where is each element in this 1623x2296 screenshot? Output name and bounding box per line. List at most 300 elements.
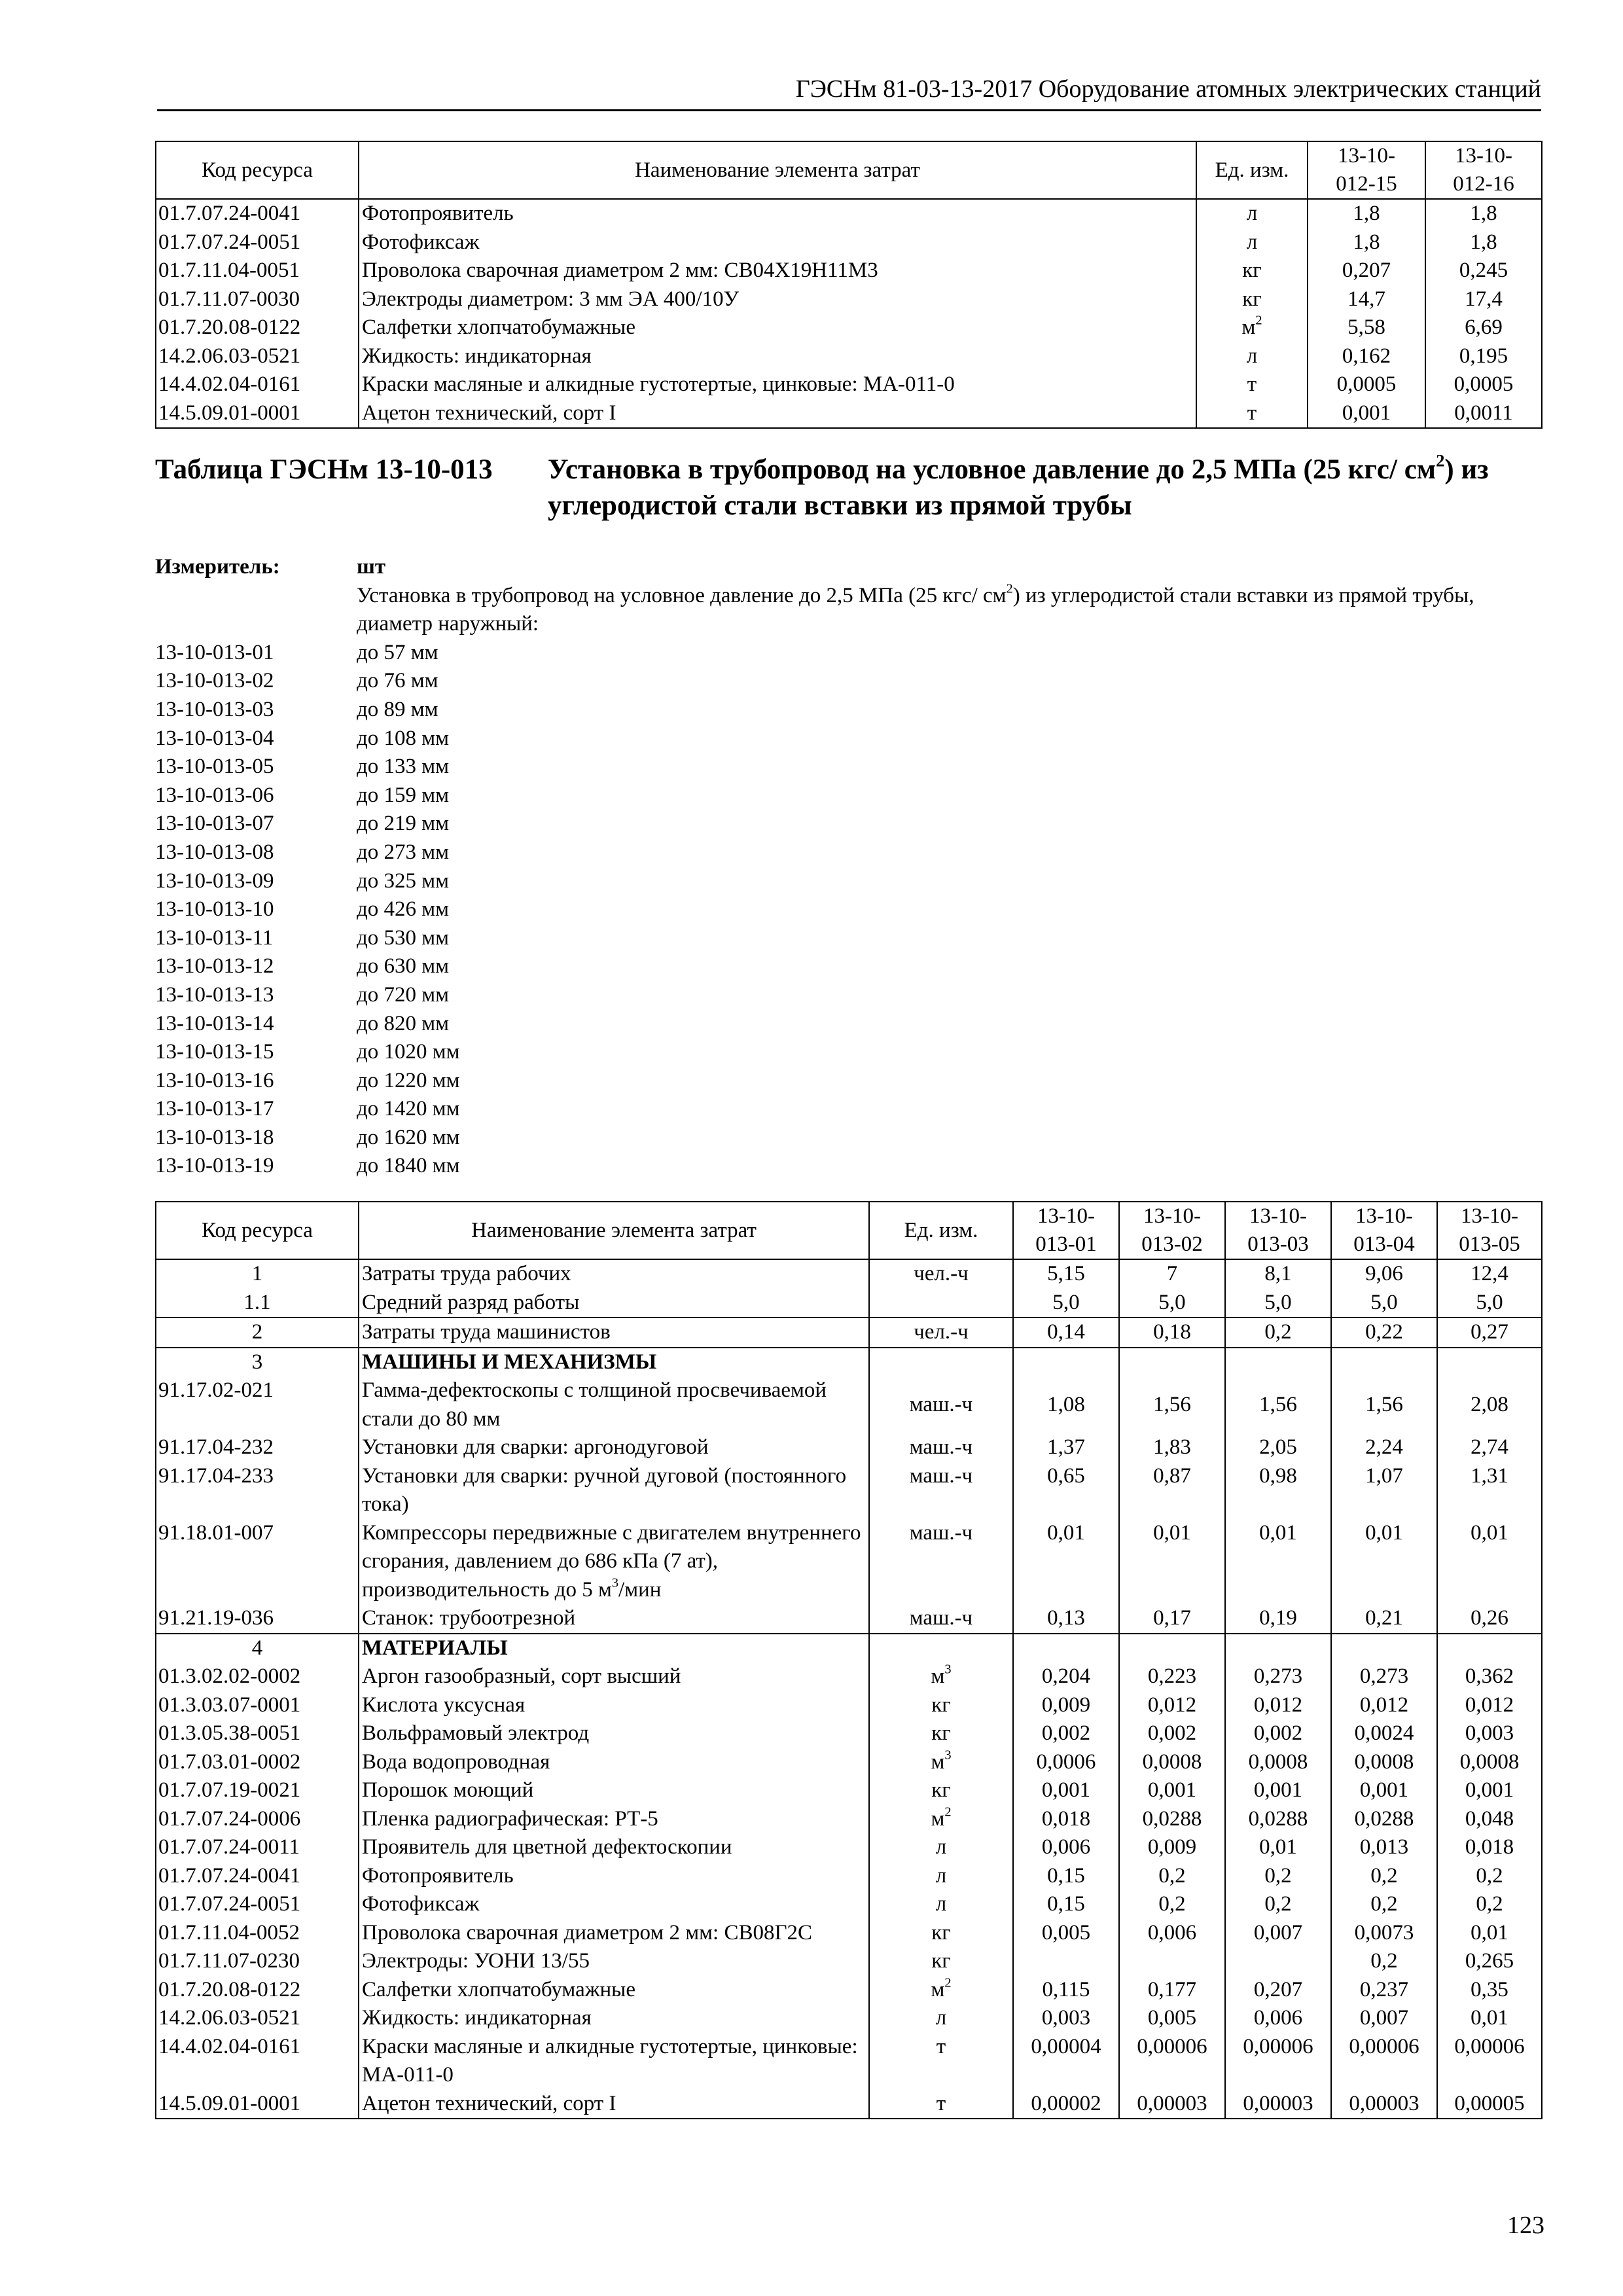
cell-unit: чел.-ч xyxy=(869,1259,1013,1289)
cell-name: Затраты труда рабочих xyxy=(359,1259,869,1289)
meter-item xyxy=(155,781,1543,810)
meter-item-code: 13-10-013-01 xyxy=(155,640,274,664)
cell-value: 2,05 xyxy=(1225,1433,1331,1462)
cell-value: 5,15 xyxy=(1013,1259,1119,1289)
meter-item xyxy=(155,867,1543,896)
table-row xyxy=(156,1776,1542,1805)
cell-value xyxy=(1437,1634,1542,1663)
cell-value xyxy=(1119,1634,1225,1663)
meter-item-code: 13-10-013-09 xyxy=(155,869,274,893)
cell-value: 0,01 xyxy=(1013,1519,1119,1605)
cell-value: 1,07 xyxy=(1331,1462,1437,1519)
cell-value: 2,74 xyxy=(1437,1433,1542,1462)
cell-value: 0,13 xyxy=(1013,1604,1119,1634)
cell-code: 01.7.07.24-0006 xyxy=(156,1805,359,1834)
cell-value: 0,204 xyxy=(1013,1662,1119,1691)
cell-value: 0,2 xyxy=(1119,1862,1225,1891)
cell-value: 0,2 xyxy=(1331,1947,1437,1976)
meter-item xyxy=(155,981,1543,1010)
meter-item-diameter: до 89 мм xyxy=(357,697,438,721)
table-row xyxy=(156,1519,1542,1605)
cell-value: 0,2 xyxy=(1437,1862,1542,1891)
meter-item-code: 13-10-013-10 xyxy=(155,897,274,922)
meter-item xyxy=(155,725,1543,753)
cell-name: Вольфрамовый электрод xyxy=(359,1719,869,1748)
cell-code: 01.7.07.24-0051 xyxy=(156,228,359,257)
table-row xyxy=(156,1748,1542,1777)
cell-value: 0,0288 xyxy=(1331,1805,1437,1834)
cell-value: 2,24 xyxy=(1331,1433,1437,1462)
cell-value: 0,0006 xyxy=(1013,1748,1119,1777)
cell-code: 91.18.01-007 xyxy=(156,1519,359,1605)
cell-value: 0,00003 xyxy=(1119,2090,1225,2119)
cell-unit: л xyxy=(869,2004,1013,2033)
header-name: Наименование элемента затрат xyxy=(359,141,1196,199)
meter-item-code: 13-10-013-06 xyxy=(155,783,274,807)
table-row xyxy=(156,342,1542,371)
header-col-05: 13-10- 013-05 xyxy=(1437,1202,1542,1259)
table-row xyxy=(156,1947,1542,1976)
cell-value: 0,0008 xyxy=(1225,1748,1331,1777)
cell-value: 0,01 xyxy=(1437,1519,1542,1605)
cell-unit: кг xyxy=(869,1719,1013,1748)
cell-name: Гамма-дефектоскопы с толщиной просвечиваемой стали до 80 мм xyxy=(359,1376,869,1433)
meter-item xyxy=(155,924,1543,953)
cell-value: 0,265 xyxy=(1437,1947,1542,1976)
meter-item-diameter: до 1620 мм xyxy=(357,1125,460,1149)
cell-code: 14.2.06.03-0521 xyxy=(156,2004,359,2033)
cell-value: 0,001 xyxy=(1437,1776,1542,1805)
cell-value: 0,0288 xyxy=(1119,1805,1225,1834)
cell-value: 0,2 xyxy=(1437,1890,1542,1919)
cell-unit: маш.-ч xyxy=(869,1433,1013,1462)
cell-value: 5,58 xyxy=(1308,314,1425,342)
table-row xyxy=(156,1691,1542,1720)
cell-value: 0,0024 xyxy=(1331,1719,1437,1748)
cell-code: 14.5.09.01-0001 xyxy=(156,2090,359,2119)
meter-item-diameter: до 273 мм xyxy=(357,840,450,864)
cell-value: 2,08 xyxy=(1437,1376,1542,1433)
cell-unit: кг xyxy=(869,1919,1013,1948)
meter-row xyxy=(155,553,1543,582)
table-row xyxy=(156,1259,1542,1289)
cell-value: 0,001 xyxy=(1331,1776,1437,1805)
cell-code: 2 xyxy=(156,1318,359,1348)
cell-code: 01.7.07.24-0041 xyxy=(156,199,359,228)
cell-value xyxy=(1013,1634,1119,1663)
cell-code: 14.2.06.03-0521 xyxy=(156,342,359,371)
cell-value: 0,273 xyxy=(1225,1662,1331,1691)
page-number: 123 xyxy=(1507,2212,1544,2239)
cell-value: 8,1 xyxy=(1225,1259,1331,1289)
table-row xyxy=(156,1862,1542,1891)
header-code: Код ресурса xyxy=(156,1202,359,1259)
cell-value: 1,31 xyxy=(1437,1462,1542,1519)
cell-value: 0,2 xyxy=(1225,1890,1331,1919)
cell-code: 1 xyxy=(156,1259,359,1289)
cell-value: 9,06 xyxy=(1331,1259,1437,1289)
cell-value: 0,00003 xyxy=(1331,2090,1437,2119)
cell-value: 0,19 xyxy=(1225,1604,1331,1634)
cell-unit xyxy=(869,1634,1013,1663)
cell-value xyxy=(1013,1348,1119,1377)
cell-value xyxy=(1225,1348,1331,1377)
meter-item xyxy=(155,1038,1543,1067)
meter-item-diameter: до 820 мм xyxy=(357,1011,450,1035)
cell-unit: $м^2$ xyxy=(1196,314,1308,342)
cell-value: 0,245 xyxy=(1425,257,1542,285)
cell-value: 0,012 xyxy=(1225,1691,1331,1720)
cell-value: 0,2 xyxy=(1331,1890,1437,1919)
cell-name: Ацетон технический, сорт I xyxy=(359,399,1196,429)
table-row xyxy=(156,1462,1542,1519)
cell-value: 5,0 xyxy=(1119,1289,1225,1318)
cell-unit: л xyxy=(869,1833,1013,1862)
cell-value xyxy=(1013,1947,1119,1976)
cell-value: 0,15 xyxy=(1013,1890,1119,1919)
meter-item-code: 13-10-013-13 xyxy=(155,982,274,1007)
cell-unit: л xyxy=(869,1862,1013,1891)
cell-code: 01.7.07.24-0041 xyxy=(156,1862,359,1891)
table-row xyxy=(156,1719,1542,1748)
cell-unit: т xyxy=(869,2033,1013,2090)
cell-name: Жидкость: индикаторная xyxy=(359,342,1196,371)
meter-item-code: 13-10-013-11 xyxy=(155,925,274,950)
cell-value xyxy=(1119,1947,1225,1976)
cell-name: Проявитель для цветной дефектоскопии xyxy=(359,1833,869,1862)
cell-code: 91.17.04-233 xyxy=(156,1462,359,1519)
cell-value: 0,009 xyxy=(1119,1833,1225,1862)
header-col-16: 13-10- 012-16 xyxy=(1425,141,1542,199)
cell-value: 0,01 xyxy=(1437,1919,1542,1948)
header-unit: Ед. изм. xyxy=(869,1202,1013,1259)
cell-value: 0,162 xyxy=(1308,342,1425,371)
cell-unit: т xyxy=(1196,399,1308,429)
cell-code: 01.7.11.07-0230 xyxy=(156,1947,359,1976)
cell-value: 0,2 xyxy=(1225,1862,1331,1891)
meter-item xyxy=(155,838,1543,867)
cell-value: 0,0005 xyxy=(1425,370,1542,399)
cell-value: 5,0 xyxy=(1437,1289,1542,1318)
cell-value: 0,00003 xyxy=(1225,2090,1331,2119)
cell-unit: л xyxy=(1196,228,1308,257)
cell-name: Краски масляные и алкидные густотертые, цинковые: МА-011-0 xyxy=(359,2033,869,2090)
cell-code: 01.7.20.08-0122 xyxy=(156,1976,359,2005)
cell-unit xyxy=(869,1348,1013,1377)
cell-value: 0,273 xyxy=(1331,1662,1437,1691)
cell-value: 0,005 xyxy=(1119,2004,1225,2033)
meter-item-diameter: до 1020 мм xyxy=(357,1040,460,1064)
meter-item-diameter: до 426 мм xyxy=(357,897,450,922)
cell-name: Средний разряд работы xyxy=(359,1289,869,1318)
cell-unit: $м^2$ xyxy=(869,1805,1013,1834)
cell-name: МАШИНЫ И МЕХАНИЗМЫ xyxy=(359,1348,869,1377)
cell-value: 0,001 xyxy=(1308,399,1425,429)
cell-value: 0,012 xyxy=(1331,1691,1437,1720)
cell-code: 14.4.02.04-0161 xyxy=(156,2033,359,2090)
header-col-04: 13-10- 013-04 xyxy=(1331,1202,1437,1259)
cell-unit: маш.-ч xyxy=(869,1604,1013,1634)
cell-value: 0,012 xyxy=(1119,1691,1225,1720)
cell-name: МАТЕРИАЛЫ xyxy=(359,1634,869,1663)
cell-value: 0,35 xyxy=(1437,1976,1542,2005)
cell-value: 5,0 xyxy=(1331,1289,1437,1318)
cell-value: 0,003 xyxy=(1013,2004,1119,2033)
meter-item xyxy=(155,667,1543,696)
table-row xyxy=(156,1805,1542,1834)
table-caption-title: Установка в трубопровод на условное давление до 2,5 МПа (25 кгс/ $см^2$) из углеродистой стали вставки из прямой трубы xyxy=(548,450,1489,521)
table-row xyxy=(156,2004,1542,2033)
cell-name: Краски масляные и алкидные густотертые, цинковые: МА-011-0 xyxy=(359,370,1196,399)
meter-item-code: 13-10-013-15 xyxy=(155,1040,274,1064)
cell-code: 14.5.09.01-0001 xyxy=(156,399,359,429)
cell-value: 0,001 xyxy=(1225,1776,1331,1805)
meter-item-code: 13-10-013-02 xyxy=(155,669,274,693)
meter-block xyxy=(155,553,1543,1181)
meter-item xyxy=(155,1067,1543,1096)
cell-value: 0,01 xyxy=(1225,1833,1331,1862)
cell-code: 01.7.07.19-0021 xyxy=(156,1776,359,1805)
cell-code: 1.1 xyxy=(156,1289,359,1318)
cell-value: 0,98 xyxy=(1225,1462,1331,1519)
meter-item-diameter: до 108 мм xyxy=(357,726,450,750)
cell-code: 01.7.11.04-0052 xyxy=(156,1919,359,1948)
cell-value: 0,237 xyxy=(1331,1976,1437,2005)
table-row xyxy=(156,370,1542,399)
cell-value: 0,21 xyxy=(1331,1604,1437,1634)
cell-value: 0,18 xyxy=(1119,1318,1225,1348)
cell-value: 1,83 xyxy=(1119,1433,1225,1462)
table-row xyxy=(156,399,1542,429)
cell-value: 0,14 xyxy=(1013,1318,1119,1348)
table-row xyxy=(156,1662,1542,1691)
meter-item-code: 13-10-013-16 xyxy=(155,1068,274,1092)
cell-value: 0,26 xyxy=(1437,1604,1542,1634)
cell-value: 0,0008 xyxy=(1119,1748,1225,1777)
cell-unit: кг xyxy=(1196,257,1308,285)
cell-name: Вода водопроводная xyxy=(359,1748,869,1777)
cell-value: 0,006 xyxy=(1119,1919,1225,1948)
table-row xyxy=(156,1604,1542,1634)
cell-name: Жидкость: индикаторная xyxy=(359,2004,869,2033)
cell-value: 1,8 xyxy=(1425,199,1542,228)
cell-code: 01.7.07.24-0051 xyxy=(156,1890,359,1919)
cell-code: 01.3.05.38-0051 xyxy=(156,1719,359,1748)
cell-value: 0,0008 xyxy=(1437,1748,1542,1777)
meter-item-diameter: до 720 мм xyxy=(357,982,450,1007)
cell-name: Фотопроявитель xyxy=(359,1862,869,1891)
header-col-02: 13-10- 013-02 xyxy=(1119,1202,1225,1259)
table-row xyxy=(156,199,1542,228)
cell-value: 0,003 xyxy=(1437,1719,1542,1748)
cell-value: 0,00005 xyxy=(1437,2090,1542,2119)
cell-unit: маш.-ч xyxy=(869,1519,1013,1605)
table-header-row xyxy=(156,141,1542,199)
cell-name: Салфетки хлопчатобумажные xyxy=(359,314,1196,342)
cell-unit: кг xyxy=(869,1947,1013,1976)
meter-item xyxy=(155,639,1543,668)
meter-item-diameter: до 1420 мм xyxy=(357,1097,460,1121)
cell-value: 0,207 xyxy=(1308,257,1425,285)
cell-unit: т xyxy=(1196,370,1308,399)
table-row xyxy=(156,1433,1542,1462)
meter-item-code: 13-10-013-17 xyxy=(155,1097,274,1121)
resources-table-13-10-013 xyxy=(155,1201,1543,2119)
cell-value xyxy=(1331,1348,1437,1377)
cell-value: 1,8 xyxy=(1425,228,1542,257)
cell-value: 0,207 xyxy=(1225,1976,1331,2005)
cell-name: Пленка радиографическая: РТ-5 xyxy=(359,1805,869,1834)
meter-items xyxy=(155,639,1543,1181)
cell-value: 1,08 xyxy=(1013,1376,1119,1433)
meter-item xyxy=(155,810,1543,838)
cell-code: 01.3.03.07-0001 xyxy=(156,1691,359,1720)
cell-value: 14,7 xyxy=(1308,285,1425,314)
cell-unit: т xyxy=(869,2090,1013,2119)
cell-code: 01.7.03.01-0002 xyxy=(156,1748,359,1777)
header-col-03: 13-10- 013-03 xyxy=(1225,1202,1331,1259)
running-header: ГЭСНм 81-03-13-2017 Оборудование атомных электрических станций xyxy=(157,69,1541,111)
cell-value: 0,00006 xyxy=(1119,2033,1225,2090)
cell-name: Фотофиксаж xyxy=(359,1890,869,1919)
cell-value: 0,005 xyxy=(1013,1919,1119,1948)
meter-item-diameter: до 1220 мм xyxy=(357,1068,460,1092)
cell-value xyxy=(1119,1348,1225,1377)
meter-item xyxy=(155,952,1543,981)
table-row xyxy=(156,2033,1542,2090)
cell-unit: кг xyxy=(1196,285,1308,314)
header-name: Наименование элемента затрат xyxy=(359,1202,869,1259)
cell-code: 91.17.02-021 xyxy=(156,1376,359,1433)
meter-item xyxy=(155,895,1543,924)
cell-name: Затраты труда машинистов xyxy=(359,1318,869,1348)
cell-value: 0,00002 xyxy=(1013,2090,1119,2119)
cell-name: Фотофиксаж xyxy=(359,228,1196,257)
cell-unit: кг xyxy=(869,1776,1013,1805)
cell-name: Электроды: УОНИ 13/55 xyxy=(359,1947,869,1976)
header-unit: Ед. изм. xyxy=(1196,141,1308,199)
cell-code: 01.7.11.07-0030 xyxy=(156,285,359,314)
cell-value: 0,362 xyxy=(1437,1662,1542,1691)
meter-item-diameter: до 325 мм xyxy=(357,869,450,893)
table-row xyxy=(156,257,1542,285)
meter-item xyxy=(155,1010,1543,1039)
table-row xyxy=(156,1348,1542,1377)
meter-item-code: 13-10-013-07 xyxy=(155,812,274,836)
cell-value: 0,01 xyxy=(1437,2004,1542,2033)
cell-value: 0,006 xyxy=(1225,2004,1331,2033)
cell-value: 1,56 xyxy=(1331,1376,1437,1433)
cell-unit: $м^2$ xyxy=(869,1976,1013,2005)
cell-value: 17,4 xyxy=(1425,285,1542,314)
table-row xyxy=(156,314,1542,342)
meter-item-code: 13-10-013-19 xyxy=(155,1154,274,1178)
cell-value: 0,17 xyxy=(1119,1604,1225,1634)
cell-value: 0,195 xyxy=(1425,342,1542,371)
cell-unit: маш.-ч xyxy=(869,1462,1013,1519)
cell-code: 14.4.02.04-0161 xyxy=(156,370,359,399)
cell-value: 1,56 xyxy=(1119,1376,1225,1433)
table-row xyxy=(156,1976,1542,2005)
cell-value: 0,048 xyxy=(1437,1805,1542,1834)
cell-unit: $м^3$ xyxy=(869,1662,1013,1691)
meter-item xyxy=(155,753,1543,781)
table-row xyxy=(156,1890,1542,1919)
cell-value: 0,018 xyxy=(1013,1805,1119,1834)
cell-value: 12,4 xyxy=(1437,1259,1542,1289)
cell-unit: $м^3$ xyxy=(869,1748,1013,1777)
cell-unit: л xyxy=(1196,199,1308,228)
cell-name: Компрессоры передвижные с двигателем внутреннего сгорания, давлением до 686 кПа (7 ат), производительность до 5 $м^3$/мин xyxy=(359,1519,869,1605)
cell-code: 01.7.11.04-0051 xyxy=(156,257,359,285)
cell-value: 0,012 xyxy=(1437,1691,1542,1720)
table-body xyxy=(156,199,1542,428)
cell-name: Фотопроявитель xyxy=(359,199,1196,228)
cell-value: 0,0011 xyxy=(1425,399,1542,429)
meter-item-diameter: до 133 мм xyxy=(357,755,450,779)
cell-value: 0,002 xyxy=(1225,1719,1331,1748)
cell-value xyxy=(1225,1634,1331,1663)
resources-table-13-10-012 xyxy=(155,141,1543,429)
cell-name: Станок: трубоотрезной xyxy=(359,1604,869,1634)
meter-item-code: 13-10-013-18 xyxy=(155,1125,274,1149)
table-row xyxy=(156,1318,1542,1348)
cell-value: 0,177 xyxy=(1119,1976,1225,2005)
meter-item-code: 13-10-013-14 xyxy=(155,1011,274,1035)
cell-value: 0,2 xyxy=(1119,1890,1225,1919)
cell-code: 3 xyxy=(156,1348,359,1377)
cell-value: 0,01 xyxy=(1119,1519,1225,1605)
table-row xyxy=(156,228,1542,257)
cell-name: Аргон газообразный, сорт высший xyxy=(359,1662,869,1691)
meter-item xyxy=(155,1152,1543,1181)
cell-code: 01.3.02.02-0002 xyxy=(156,1662,359,1691)
cell-value: 0,006 xyxy=(1013,1833,1119,1862)
cell-code: 01.7.20.08-0122 xyxy=(156,314,359,342)
cell-value: 0,87 xyxy=(1119,1462,1225,1519)
cell-value: 0,115 xyxy=(1013,1976,1119,2005)
table-row xyxy=(156,285,1542,314)
table-row xyxy=(156,2090,1542,2119)
cell-value: 0,01 xyxy=(1225,1519,1331,1605)
cell-value: 0,0008 xyxy=(1331,1748,1437,1777)
cell-value: 0,65 xyxy=(1013,1462,1119,1519)
meter-item-diameter: до 630 мм xyxy=(357,954,450,978)
cell-value: 0,013 xyxy=(1331,1833,1437,1862)
cell-value: 0,001 xyxy=(1013,1776,1119,1805)
cell-value: 1,8 xyxy=(1308,228,1425,257)
cell-name: Порошок моющий xyxy=(359,1776,869,1805)
cell-code: 91.21.19-036 xyxy=(156,1604,359,1634)
table-body xyxy=(156,1259,1542,2119)
meter-item xyxy=(155,696,1543,725)
cell-value: 0,01 xyxy=(1331,1519,1437,1605)
meter-description: Установка в трубопровод на условное давление до 2,5 МПа (25 кгс/ $см^2$) из углеродистой стали вставки из прямой трубы, диаметр наружный: xyxy=(357,581,1474,636)
table-row xyxy=(156,1289,1542,1318)
cell-code: 4 xyxy=(156,1634,359,1663)
cell-unit: чел.-ч xyxy=(869,1318,1013,1348)
header-col-15: 13-10- 012-15 xyxy=(1308,141,1425,199)
cell-value: 6,69 xyxy=(1425,314,1542,342)
cell-value: 0,002 xyxy=(1013,1719,1119,1748)
meter-item-code: 13-10-013-12 xyxy=(155,954,274,978)
cell-value: 5,0 xyxy=(1225,1289,1331,1318)
table-caption-label: Таблица ГЭСНм 13-10-013 xyxy=(155,454,493,485)
cell-value: 0,018 xyxy=(1437,1833,1542,1862)
cell-name: Ацетон технический, сорт I xyxy=(359,2090,869,2119)
meter-item-diameter: до 1840 мм xyxy=(357,1154,460,1178)
cell-value: 0,0288 xyxy=(1225,1805,1331,1834)
